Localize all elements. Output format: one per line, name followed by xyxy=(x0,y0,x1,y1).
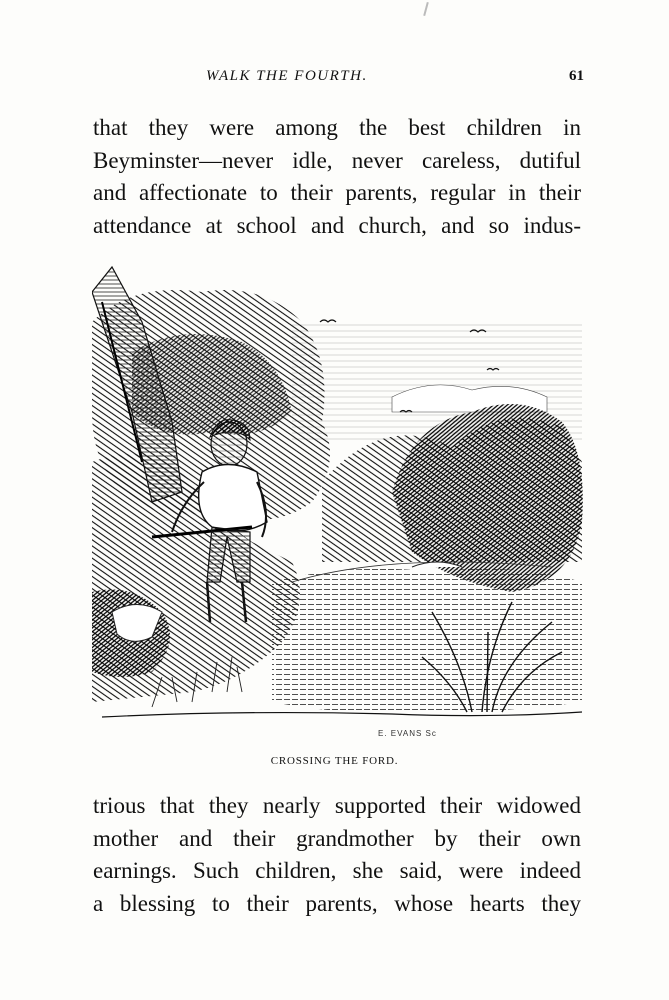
illustration-caption: CROSSING THE FORD. xyxy=(270,755,399,767)
text-line: trious that they nearly supported their widowed xyxy=(93,793,581,818)
text-line: a blessing to their parents, whose hearts they xyxy=(93,890,581,916)
engraving-base-line xyxy=(102,712,582,717)
body-text-bottom xyxy=(93,790,581,920)
engraver-signature: E. EVANS Sc xyxy=(378,729,437,738)
page-number: 61 xyxy=(569,68,584,84)
engraving-illustration xyxy=(92,262,584,742)
running-head xyxy=(94,68,584,92)
river xyxy=(272,569,582,714)
text-line: attendance at school and church, and so indus- xyxy=(93,212,581,238)
text-line: earnings. Such children, she said, were indeed xyxy=(93,858,581,883)
text-line: and affectionate to their parents, regular in their xyxy=(93,180,581,205)
body-text-top xyxy=(93,112,581,242)
text-line: mother and their grandmother by their own xyxy=(93,825,581,851)
running-title: WALK THE FOURTH. xyxy=(206,68,368,84)
paper-speck xyxy=(423,2,429,16)
text-line: that they were among the best children in xyxy=(93,115,581,140)
engraving-svg xyxy=(92,262,584,742)
text-line: Beyminster—never idle, never careless, dutiful xyxy=(93,147,581,173)
